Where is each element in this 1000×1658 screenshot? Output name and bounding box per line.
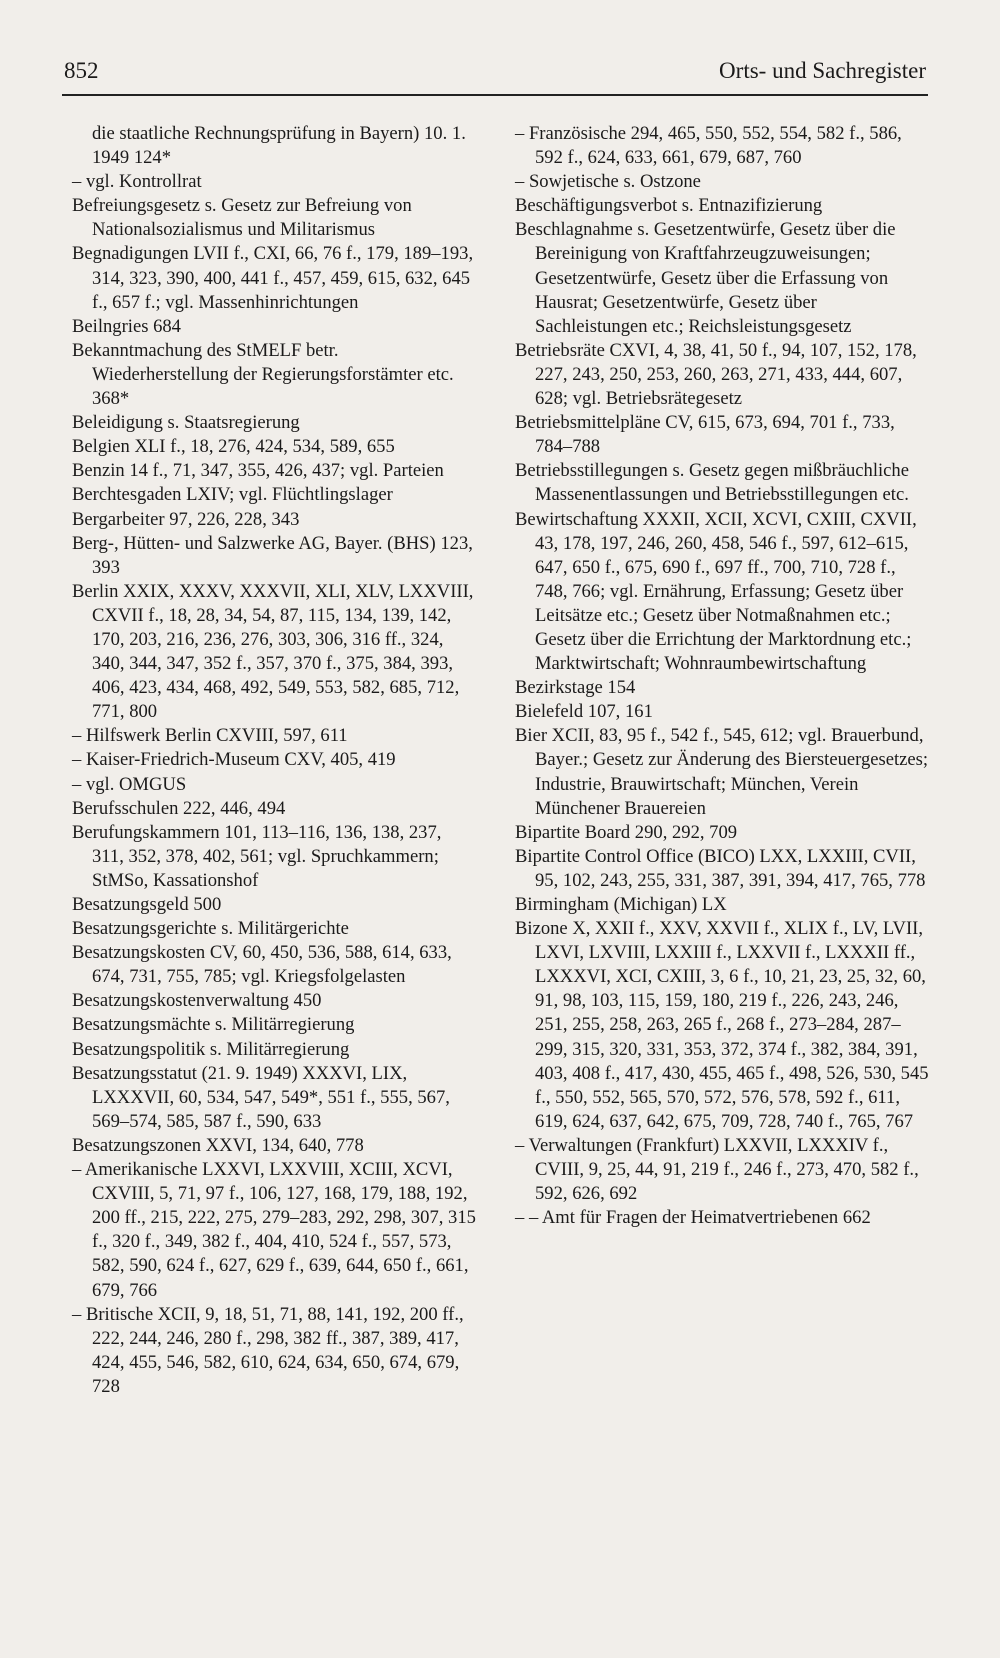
index-entry: Besatzungsgerichte s. Militärgerichte xyxy=(72,918,349,940)
page-number: 852 xyxy=(64,58,99,83)
index-entry: Besatzungszonen XXVI, 134, 640, 778 xyxy=(72,1134,364,1156)
index-entry: Befreiungsgesetz s. Gesetz zur Befreiung von Nationalsozialismus und Militarismus xyxy=(72,195,412,241)
index-entry: – vgl. Kontrollrat xyxy=(72,171,202,193)
section-title: Orts- und Sachregister xyxy=(719,58,926,83)
index-entry: – Hilfswerk Berlin CXVIII, 597, 611 xyxy=(72,725,348,747)
index-entry: Besatzungsstatut (21. 9. 1949) XXXVI, LIX, LXXXVII, 60, 534, 547, 549*, 551 f., 555, 567, 569–574, 585, 587 f., 590, 633 xyxy=(72,1062,450,1132)
index-entry: Berlin XXIX, XXXV, XXXVII, XLI, XLV, LXXVIII, CXVII f., 18, 28, 34, 54, 87, 115, 134, 139, 142, 170, 203, 216, 236, 276, 303, 306, 316 ff., 324, 340, 344, 347, 352 f., 357, 370 f., 375, 384, 393, 406, 423, 434, 468, 492, 549, 553, 582, 685, 712, 771, 800 xyxy=(72,580,474,723)
index-entry: Bizone X, XXII f., XXV, XXVII f., XLIX f., LV, LVII, LXVI, LXVIII, LXXIII f., LXXVII f., LXXXII ff., LXXXVI, XCI, CXIII, 3, 6 f., 10, 21, 23, 25, 32, 60, 91, 98, 103, 115, 159, 180, 219 f., 226, 243, 246, 251, 255, 258, 263, 265 f., 268 f., 273–284, 287–299, 315, 320, 331, 353, 372, 374 f., 382, 384, 391, 403, 408 f., 417, 430, 455, 465 f., 498, 526, 530, 545 f., 550, 552, 565, 570, 572, 576, 578, 592 f., 611, 619, 624, 637, 642, 675, 709, 728, 740 f., 765, 767 xyxy=(515,918,929,1132)
index-entry: – Britische XCII, 9, 18, 51, 71, 88, 141, 192, 200 ff., 222, 244, 246, 280 f., 298, 382 ff., 387, 389, 417, 424, 455, 546, 582, 610, 624, 634, 650, 674, 679, 728 xyxy=(72,1303,464,1397)
index-entry: Berg-, Hütten- und Salzwerke AG, Bayer. (BHS) 123, 393 xyxy=(72,532,473,578)
index-entry: Benzin 14 f., 71, 347, 355, 426, 437; vgl. Parteien xyxy=(72,460,444,482)
index-entry: Begnadigungen LVII f., CXI, 66, 76 f., 179, 189–193, 314, 323, 390, 400, 441 f., 457, 459, 615, 632, 645 f., 657 f.; vgl. Massenhinrichtungen xyxy=(72,243,474,313)
index-entry: Besatzungspolitik s. Militärregierung xyxy=(72,1038,350,1060)
left-column xyxy=(72,122,477,1399)
index-entry: – Kaiser-Friedrich-Museum CXV, 405, 419 xyxy=(72,749,396,771)
index-entry: Bergarbeiter 97, 226, 228, 343 xyxy=(72,508,300,530)
right-column xyxy=(515,122,930,1230)
index-entry: Betriebsräte CXVI, 4, 38, 41, 50 f., 94, 107, 152, 178, 227, 243, 250, 253, 260, 263, 271, 433, 444, 607, 628; vgl. Betriebsrätegesetz xyxy=(515,339,917,410)
index-entry: Berufsschulen 222, 446, 494 xyxy=(72,797,286,819)
index-entry: Berufungskammern 101, 113–116, 136, 138, 237, 311, 352, 378, 402, 561; vgl. Spruchkammern; StMSo, Kassationshof xyxy=(72,821,442,891)
page-header xyxy=(62,54,928,96)
index-entry: Besatzungskostenverwaltung 450 xyxy=(72,990,322,1012)
index-entry: Bezirkstage 154 xyxy=(515,677,636,699)
index-entry: die staatliche Rechnungsprüfung in Bayern) 10. 1. 1949 124* xyxy=(92,123,466,169)
index-entry: Beleidigung s. Staatsregierung xyxy=(72,412,300,434)
index-entry: Bier XCII, 83, 95 f., 542 f., 545, 612; vgl. Brauerbund, Bayer.; Gesetz zur Änderung des Biersteuergesetzes; Industrie, Brauwirtschaft; München, Verein Münchener Brauereien xyxy=(515,725,929,819)
index-entry: – Amerikanische LXXVI, LXXVIII, XCIII, XCVI, CXVIII, 5, 71, 97 f., 106, 127, 168, 179, 188, 192, 200 ff., 215, 222, 275, 279–283, 292, 298, 307, 315 f., 320 f., 349, 382 f., 404, 410, 524 f., 557, 573, 582, 590, 624 f., 627, 629 f., 639, 644, 650 f., 661, 679, 766 xyxy=(72,1159,476,1301)
index-entry: Beschäftigungsverbot s. Entnazifizierung xyxy=(515,195,823,217)
index-entry: Bielefeld 107, 161 xyxy=(515,701,653,723)
index-entry: – Sowjetische s. Ostzone xyxy=(515,171,701,193)
index-entry: – vgl. OMGUS xyxy=(72,773,187,795)
index-entry: Beilngries 684 xyxy=(72,315,181,337)
index-entry: Bekanntmachung des StMELF betr. Wiederherstellung der Regierungsforstämter etc. 368* xyxy=(72,339,454,410)
index-entry: – Verwaltungen (Frankfurt) LXXVII, LXXXIV f., CVIII, 9, 25, 44, 91, 219 f., 246 f., 273, 470, 582 f., 592, 626, 692 xyxy=(515,1134,919,1205)
index-entry: Beschlagnahme s. Gesetzentwürfe, Gesetz über die Bereinigung von Kraftfahrzeugzuweisungen; Gesetzentwürfe, Gesetz über die Erfassung von Hausrat; Gesetzentwürfe, Gesetz über Sachleistungen etc.; Reichsleistungsgesetz xyxy=(515,219,896,337)
index-entry: Bipartite Board 290, 292, 709 xyxy=(515,821,738,843)
index-entry: Bipartite Control Office (BICO) LXX, LXXIII, CVII, 95, 102, 243, 255, 331, 387, 391, 394, 417, 765, 778 xyxy=(515,845,926,891)
index-entry: Betriebsmittelpläne CV, 615, 673, 694, 701 f., 733, 784–788 xyxy=(515,412,895,458)
index-entry: Birmingham (Michigan) LX xyxy=(515,894,727,915)
index-entry: – Französische 294, 465, 550, 552, 554, 582 f., 586, 592 f., 624, 633, 661, 679, 687, 760 xyxy=(515,123,902,169)
index-entry: Betriebsstillegungen s. Gesetz gegen mißbräuchliche Massenentlassungen und Betriebsstillegungen etc. xyxy=(515,460,909,506)
index-entry: Besatzungsgeld 500 xyxy=(72,894,222,915)
index-entry: Berchtesgaden LXIV; vgl. Flüchtlingslager xyxy=(72,484,393,506)
index-entry: Bewirtschaftung XXXII, XCII, XCVI, CXIII, CXVII, 43, 178, 197, 246, 260, 458, 546 f., 597, 612–615, 647, 650 f., 675, 690 f., 697 ff., 700, 710, 728 f., 748, 766; vgl. Ernährung, Erfassung; Gesetz über Leitsätze etc.; Gesetz über Notmaßnahmen etc.; Gesetz über die Errichtung der Marktordnung etc.; Marktwirtschaft; Wohnraumbewirtschaftung xyxy=(515,508,917,675)
index-entry: Belgien XLI f., 18, 276, 424, 534, 589, 655 xyxy=(72,436,395,458)
index-entry: – – Amt für Fragen der Heimatvertriebenen 662 xyxy=(515,1207,871,1229)
index-entry: Besatzungsmächte s. Militärregierung xyxy=(72,1014,355,1036)
index-entry: Besatzungskosten CV, 60, 450, 536, 588, 614, 633, 674, 731, 755, 785; vgl. Kriegsfolgelasten xyxy=(72,942,452,988)
